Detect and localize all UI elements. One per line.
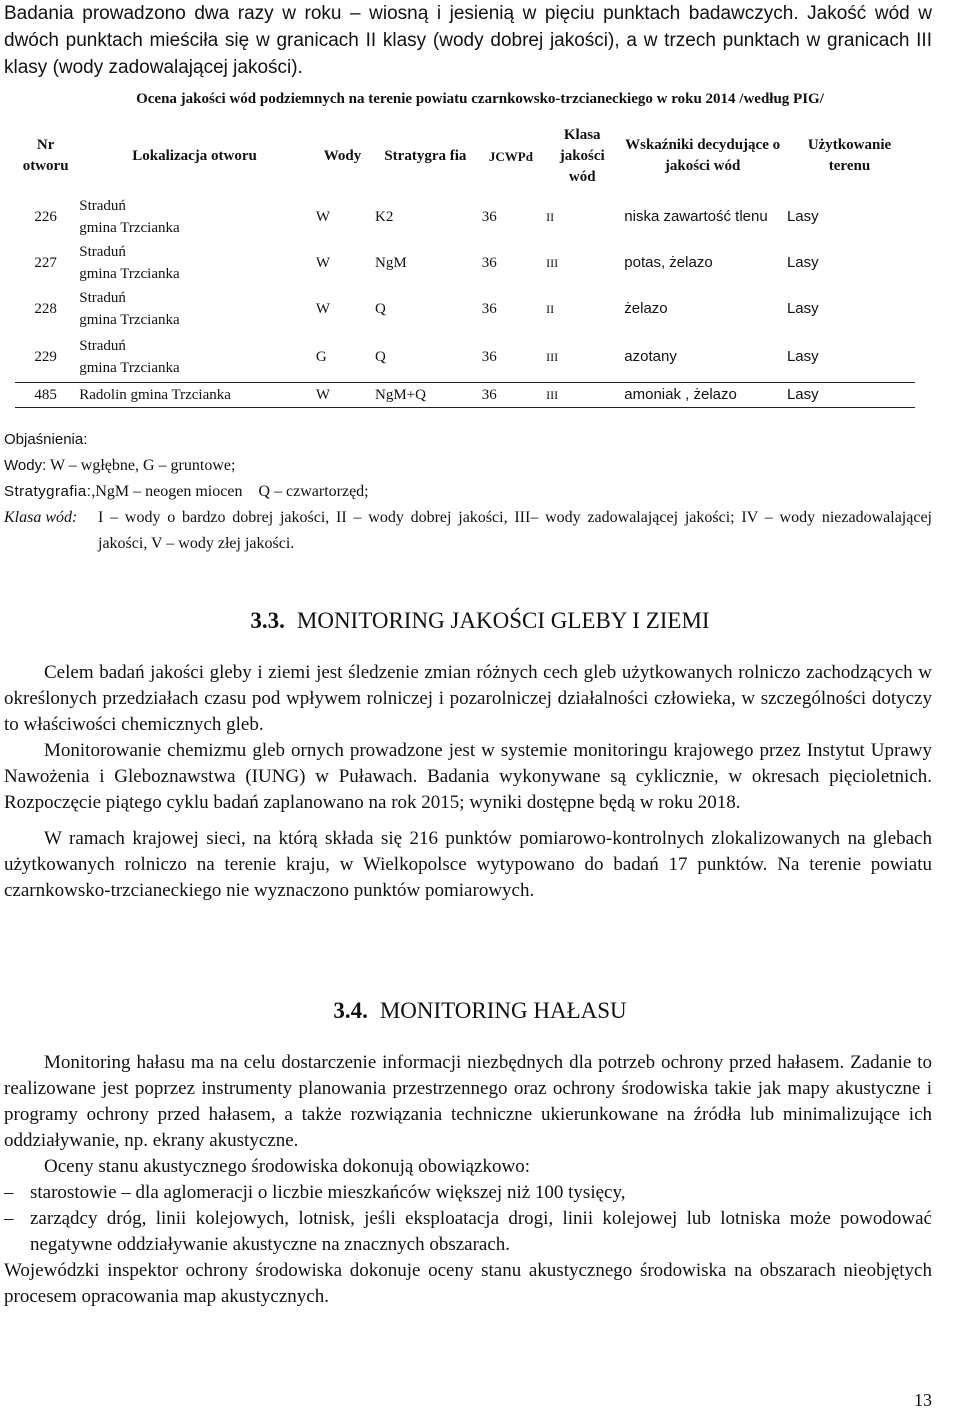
cell-wskazniki: amoniak , żelazo <box>621 382 784 407</box>
cell-jcwpd: 36 <box>481 255 497 271</box>
cell-nr: 229 <box>34 348 57 365</box>
list-item: – zarządcy dróg, linii kolejowych, lotnisk, jeśli eksploatacja drogi, linii kolejowej lub lotniska może powodować negatywne oddziaływanie akustyczne na znacznych obszarach. <box>4 1208 932 1255</box>
cell-jcwpd: 36 <box>481 209 497 225</box>
cell-nr: 226 <box>34 209 57 225</box>
section-3-3-body <box>4 660 932 904</box>
table-row <box>15 286 915 332</box>
cell-miejscowosc: Straduń <box>79 337 126 354</box>
cell-klasa: III <box>546 349 559 364</box>
cell-miejscowosc: Straduń <box>79 198 126 214</box>
explanations-heading: Objaśnienia: <box>4 431 88 448</box>
cell-nr: 227 <box>34 255 57 271</box>
table-row <box>15 240 915 286</box>
cell-uzytkowanie: Lasy <box>786 300 819 317</box>
table-caption: Ocena jakości wód podziemnych na terenie powiatu czarnkowsko-trzcianeckiego w roku 2014 /według PIG/ <box>136 91 824 107</box>
header-lokalizacja: Lokalizacja otworu <box>132 147 257 164</box>
paragraph: Celem badań jakości gleby i ziemi jest śledzenie zmian różnych cech gleb użytkowanych rolniczo zachodzących w określonych przedziałach czasu pod wpływem rolniczej i pozarolniczej działalności człowieka, w szczególności dotyczy to właściwości chemicznych gleb. <box>4 662 932 735</box>
cell-stratygrafia: NgM <box>375 255 407 271</box>
cell-uzytkowanie: Lasy <box>784 382 915 407</box>
cell-jcwpd: 36 <box>481 348 497 365</box>
cell-stratygrafia: K2 <box>375 209 394 225</box>
header-nr: Nr otworu <box>22 137 69 174</box>
header-jcwpd: JCWPd <box>488 148 533 164</box>
cell-gmina: gmina Trzcianka <box>79 312 180 328</box>
explanation-wody <box>4 453 932 479</box>
cell-wody: W <box>315 209 331 225</box>
intro-paragraph: Badania prowadzono dwa razy w roku – wiosną i jesienią w pięciu punktach badawczych. Jakość wód w dwóch punktach mieściła się w granicach II klasy (wody dobrej jakości), a w trzech punktach w granicach III klasy (wody zadowalającej jakości). <box>4 3 932 78</box>
explanation-text: ,NgM – neogen miocen Q – czwartorzęd; <box>91 483 369 500</box>
table-header-row <box>15 118 915 194</box>
cell-klasa: II <box>546 302 555 316</box>
section-title: MONITORING HAŁASU <box>379 998 627 1023</box>
list-dash: – <box>4 1182 14 1203</box>
section-title: MONITORING JAKOŚCI GLEBY I ZIEMI <box>296 608 710 633</box>
cell-wskazniki: żelazo <box>624 300 668 317</box>
cell-wody: W <box>315 255 331 271</box>
page-number: 13 <box>914 1390 932 1410</box>
cell-lokalizacja <box>76 194 313 240</box>
list-dash: – <box>4 1208 14 1229</box>
cell-wody: W <box>313 382 372 407</box>
cell-lokalizacja <box>76 332 313 382</box>
explanation-label: Wody: <box>4 457 47 474</box>
cell-miejscowosc: Straduń <box>79 290 126 306</box>
section-3-4-body <box>4 1050 932 1310</box>
section-3-3-heading <box>0 608 960 634</box>
paragraph: Monitorowanie chemizmu gleb ornych prowadzone jest w systemie monitoringu krajowego przez Instytut Uprawy Nawożenia i Gleboznawstwa (IUNG) w Puławach. Badania wykonywane są cyklicznie, w okresach pięcioletnich. Rozpoczęcie piątego cyklu badań zaplanowano na rok 2015; wyniki dostępne będą w roku 2018. <box>4 740 932 813</box>
cell-klasa: II <box>546 210 555 224</box>
cell-stratygrafia: Q <box>375 348 386 365</box>
header-klasa: Klasa jakości wód <box>559 126 605 185</box>
cell-jcwpd: 36 <box>481 301 497 317</box>
cell-nr: 228 <box>34 301 57 317</box>
cell-wody: G <box>315 348 327 365</box>
cell-nr: 485 <box>15 382 76 407</box>
header-wskazniki: Wskaźniki decydujące o jakości wód <box>625 137 781 174</box>
paragraph: Oceny stanu akustycznego środowiska dokonują obowiązkowo: <box>44 1156 530 1177</box>
cell-stratygrafia: Q <box>375 301 386 317</box>
explanations <box>4 427 932 557</box>
header-wody: Wody <box>323 147 362 164</box>
paragraph: Monitoring hałasu ma na celu dostarczenie informacji niezbędnych dla potrzeb ochrony przed hałasem. Zadanie to realizowane jest poprzez instrumenty planowania przestrzennego oraz ochrony środowiska takie jak mapy akustyczne i programy ochrony przed hałasem, a także rozwiązania techniczne ukierunkowane na źródła lub minimalizujące ich oddziaływanie, np. ekrany akustyczne. <box>4 1052 932 1151</box>
cell-uzytkowanie: Lasy <box>786 347 819 365</box>
cell-stratygrafia: NgM+Q <box>372 382 479 407</box>
cell-klasa: III <box>543 382 621 407</box>
list-item: – starostowie – dla aglomeracji o liczbie mieszkańców większej niż 100 tysięcy, <box>4 1180 932 1206</box>
explanation-klasa <box>4 505 932 557</box>
section-number: 3.4. <box>333 998 368 1023</box>
explanation-label: Stratygrafia: <box>4 483 92 500</box>
explanation-label: Klasa wód: <box>4 509 78 526</box>
explanation-text: W – wgłębne, G – gruntowe; <box>49 457 236 474</box>
cell-miejscowosc: Straduń <box>79 244 126 260</box>
table-row <box>15 332 915 382</box>
cell-uzytkowanie: Lasy <box>786 208 819 225</box>
cell-lokalizacja <box>76 240 313 286</box>
water-quality-table <box>15 118 915 408</box>
cell-gmina: gmina Trzcianka <box>79 359 180 376</box>
cell-wskazniki: niska zawartość tlenu <box>624 208 768 225</box>
table-row <box>15 382 915 407</box>
cell-lokalizacja <box>76 286 313 332</box>
cell-lokalizacja: Radolin gmina Trzcianka <box>76 382 313 407</box>
paragraph: Wojewódzki inspektor ochrony środowiska dokonuje oceny stanu akustycznego środowiska na obszarach nieobjętych procesem opracowania map akustycznych. <box>4 1260 932 1307</box>
section-3-4-heading <box>0 998 960 1024</box>
header-stratygrafia: Stratygra fia <box>384 147 467 164</box>
explanation-text: I – wody o bardzo dobrej jakości, II – wody dobrej jakości, III– wody zadowalającej jakości; IV – wody niezadowalającej jakości, V – wody złej jakości. <box>98 509 932 552</box>
explanation-stratygrafia <box>4 479 932 505</box>
paragraph: W ramach krajowej sieci, na którą składa się 216 punktów pomiarowo-kontrolnych zlokalizowanych na glebach użytkowanych rolniczo na terenie kraju, w Wielkopolsce wytypowano do badań 17 punktów. Na terenie powiatu czarnkowsko-trzcianeckiego nie wyznaczono punktów pomiarowych. <box>4 828 932 901</box>
cell-gmina: gmina Trzcianka <box>79 220 180 236</box>
cell-wody: W <box>315 301 331 317</box>
cell-gmina: gmina Trzcianka <box>79 266 180 282</box>
cell-uzytkowanie: Lasy <box>786 254 819 271</box>
cell-wskazniki: azotany <box>624 347 677 365</box>
cell-wskazniki: potas, żelazo <box>624 254 713 271</box>
cell-jcwpd: 36 <box>479 382 543 407</box>
header-uzytkowanie: Użytkowanie terenu <box>807 137 892 174</box>
cell-klasa: III <box>546 256 559 270</box>
table-row <box>15 194 915 240</box>
section-number: 3.3. <box>250 608 285 633</box>
